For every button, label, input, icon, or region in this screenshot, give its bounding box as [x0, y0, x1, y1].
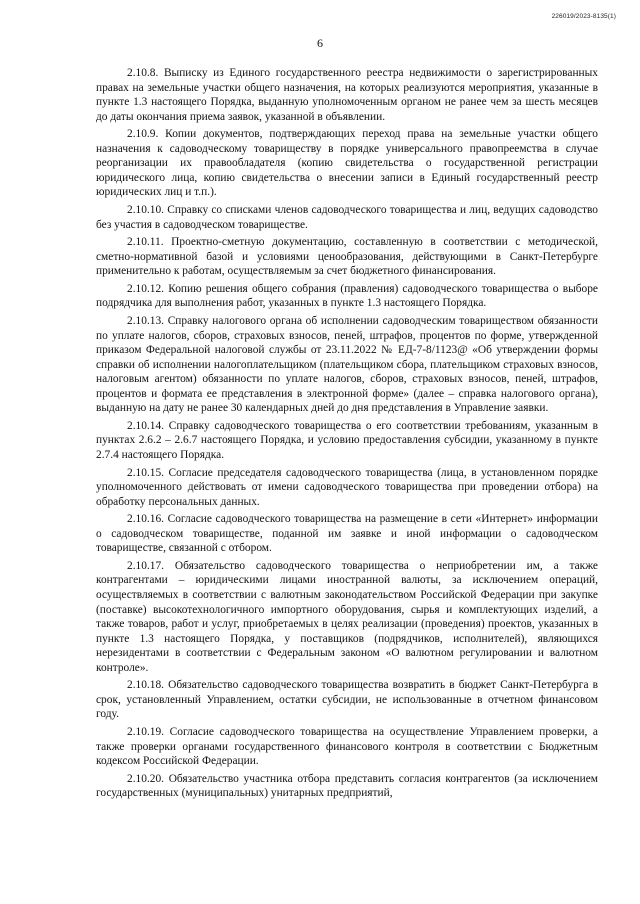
page-number: 6	[317, 36, 323, 50]
paragraph-2-10-15: 2.10.15. Согласие председателя садоводческого товарищества (лица, в установленном порядке уполномоченного действовать от имени садоводческого товарищества при проведении отбора) на обработку персональных данных.	[96, 466, 598, 508]
paragraph-2-10-19: 2.10.19. Согласие садоводческого товарищества на осуществление Управлением проверки, а также проверки органами государственного финансового контроля в соответствии с Бюджетным кодексом Российской Федерации.	[96, 726, 598, 768]
paragraph-2-10-18: 2.10.18. Обязательство садоводческого товарищества возвратить в бюджет Санкт-Петербурга в срок, установленный Управлением, остатки субсидии, не использованные в отчетном финансовом году.	[96, 679, 598, 721]
paragraph-2-10-11: 2.10.11. Проектно-сметную документацию, составленную в соответствии с методической, сметно-нормативной базой и условиями ценообразования, действующими в Санкт-Петербурге применительно к работам, осуществляемым за счет бюджетного финансирования.	[96, 236, 598, 278]
paragraph-2-10-20: 2.10.20. Обязательство участника отбора представить согласия контрагентов (за исключением государственных (муниципальных) унитарных предприятий,	[96, 772, 598, 800]
paragraph-2-10-17: 2.10.17. Обязательство садоводческого товарищества о неприобретении им, а также контрагентами – юридическими лицами иностранной валюты, за исключением операций, осуществляемых в соответствии с валютным законодательством Российской Федерации при закупке (поставке) высокотехнологичного импортного оборудования, сырья и комплектующих изделий, а также товаров, работ и услуг, приобретаемых в целях реализации (проведения) проектов, указанных в пункте 1.3 настоящего Порядка, у поставщиков (подрядчиков, исполнителей), являющихся нерезидентами в соответствии с Федеральным законом «О валютном регулировании и валютном контроле».	[96, 559, 598, 674]
document-body	[96, 66, 598, 804]
paragraph-2-10-12: 2.10.12. Копию решения общего собрания (правления) садоводческого товарищества о выборе подрядчика для выполнения работ, указанных в пункте 1.3 настоящего Порядка.	[96, 282, 598, 310]
document-registration-number: 226019/2023-8135(1)	[551, 13, 616, 20]
paragraph-2-10-14: 2.10.14. Справку садоводческого товарищества о его соответствии требованиям, указанным в пунктах 2.6.2 – 2.6.7 настоящего Порядка, и условию предоставления субсидии, указанному в пункте 2.7.4 настоящего Порядка.	[96, 419, 598, 461]
paragraph-2-10-13: 2.10.13. Справку налогового органа об исполнении садоводческим товариществом обязанности по уплате налогов, сборов, страховых взносов, пеней, штрафов, процентов по форме, утвержденной приказом Федеральной налоговой службы от 23.11.2022 № ЕД-7-8/1123@ «Об утверждении формы справки об исполнении налогоплательщиком (плательщиком сбора, плательщиком страховых взносов, налоговым агентом) обязанности по уплате налогов, сборов, страховых взносов, пеней, штрафов, процентов и формата ее представления в электронной форме» (далее – справка налогового органа), выданную на дату не ранее 30 календарных дней до дня представления в Управление заявки.	[96, 314, 598, 415]
paragraph-2-10-10: 2.10.10. Справку со списками членов садоводческого товарищества и лиц, ведущих садоводство без участия в садоводческом товариществе.	[96, 204, 598, 231]
paragraph-2-10-9: 2.10.9. Копии документов, подтверждающих переход права на земельные участки общего назначения к садоводческому товариществу в порядке универсального правопреемства в случае реорганизации их правообладателя (копию свидетельства о государственной регистрации юридического лица, копию свидетельства о внесении записи в Единый государственный реестр юридических лиц и т.п.).	[96, 128, 598, 199]
paragraph-2-10-8: 2.10.8. Выписку из Единого государственного реестра недвижимости о зарегистрированных правах на земельные участки общего назначения, на которых реализуются мероприятия, указанные в пункте 1.3 настоящего Порядка, выданную уполномоченным органом не ранее чем за шесть месяцев до даты окончания приема заявок, указанной в объявлении.	[96, 67, 598, 123]
paragraph-2-10-16: 2.10.16. Согласие садоводческого товарищества на размещение в сети «Интернет» информации о садоводческом товариществе, поданной им заявке и иной информации о садоводческом товариществе, связанной с отбором.	[96, 513, 598, 555]
